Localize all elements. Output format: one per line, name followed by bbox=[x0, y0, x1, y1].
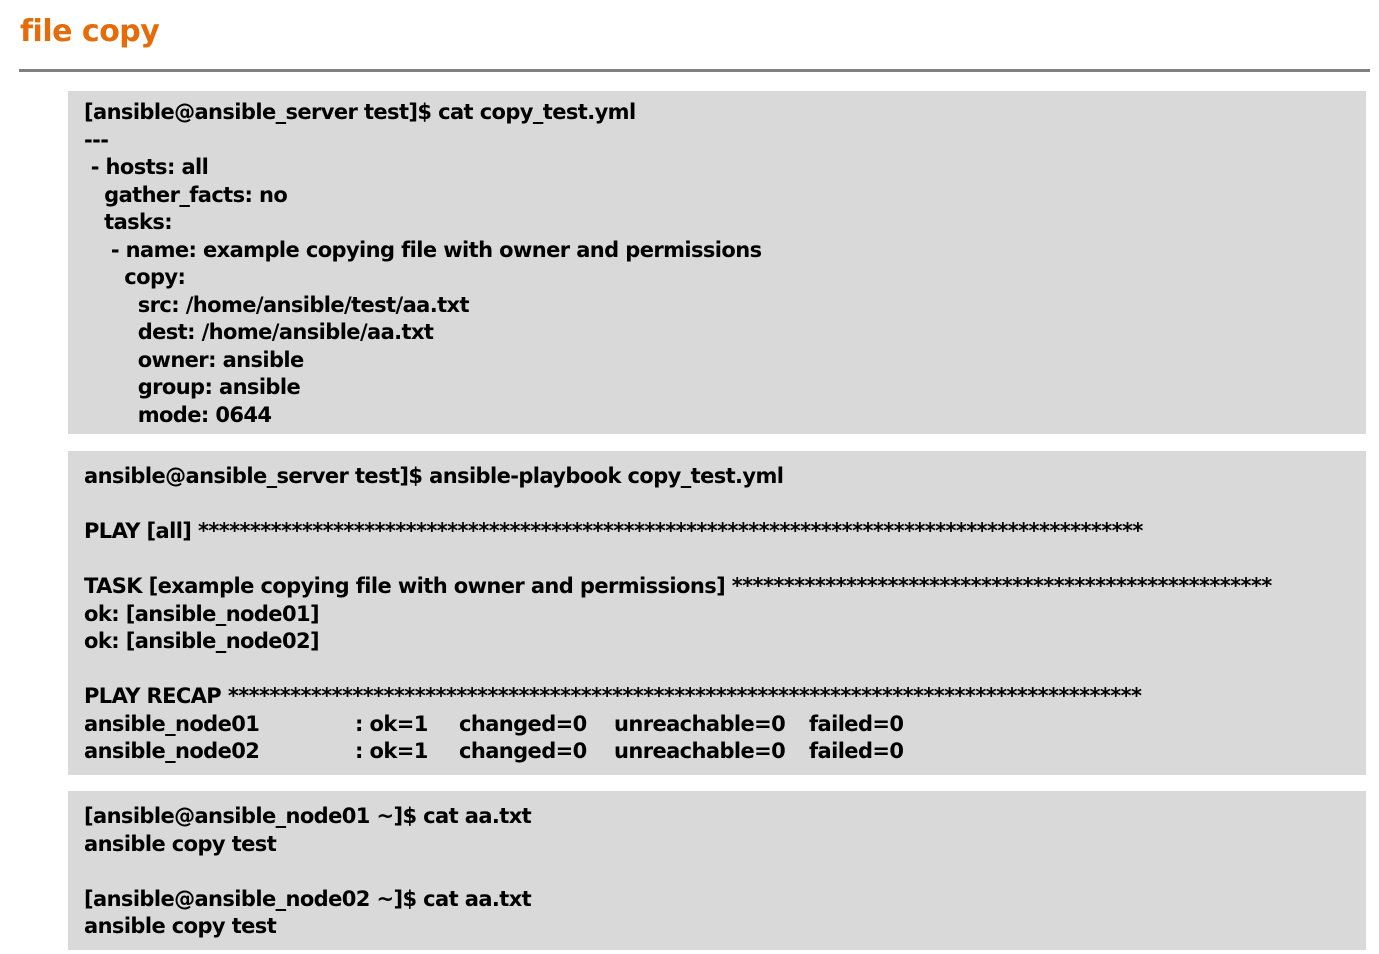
recap-host: ansible_node01 bbox=[84, 711, 260, 736]
code-line: [ansible@ansible_server test]$ cat copy_test.yml bbox=[84, 100, 636, 124]
code-line: ansible copy test bbox=[84, 831, 277, 856]
code-line: ok: [ansible_node02] bbox=[84, 629, 319, 653]
recap-changed: changed=0 bbox=[459, 711, 587, 736]
code-line: copy: bbox=[84, 265, 186, 289]
code-line: tasks: bbox=[84, 210, 173, 234]
recap-ok: : ok=1 bbox=[355, 739, 428, 763]
code-line bbox=[84, 656, 1358, 684]
code-line: TASK [example copying file with owner and permissions] **************************************************** bbox=[84, 574, 1272, 598]
cat-output-block bbox=[68, 791, 1366, 950]
code-line: [ansible@ansible_node01 ~]$ cat aa.txt bbox=[84, 804, 532, 828]
yaml-code-block bbox=[68, 91, 1366, 434]
code-line bbox=[84, 491, 1358, 519]
code-line: ansible copy test bbox=[84, 914, 277, 938]
recap-failed: failed=0 bbox=[809, 711, 904, 736]
code-line: group: ansible bbox=[84, 375, 301, 399]
playbook-output-block bbox=[68, 451, 1366, 775]
code-line bbox=[84, 546, 1358, 574]
recap-unreachable: unreachable=0 bbox=[614, 711, 786, 736]
code-line: ansible@ansible_server test]$ ansible-playbook copy_test.yml bbox=[84, 464, 784, 488]
code-line: src: /home/ansible/test/aa.txt bbox=[84, 292, 469, 317]
code-line: PLAY RECAP **************************************************************************************** bbox=[84, 684, 1142, 708]
code-line: PLAY [all] ******************************************************************************************* bbox=[84, 519, 1143, 543]
code-line: gather_facts: no bbox=[84, 182, 288, 207]
recap-ok: : ok=1 bbox=[355, 711, 428, 736]
recap-host: ansible_node02 bbox=[84, 739, 260, 763]
title-divider bbox=[19, 69, 1370, 72]
recap-row bbox=[84, 711, 1358, 739]
code-line: --- bbox=[84, 127, 109, 152]
page-title: file copy bbox=[20, 14, 160, 49]
code-line: ok: [ansible_node01] bbox=[84, 601, 319, 626]
recap-changed: changed=0 bbox=[459, 739, 587, 763]
code-line: mode: 0644 bbox=[84, 402, 272, 427]
code-line: [ansible@ansible_node02 ~]$ cat aa.txt bbox=[84, 886, 532, 911]
recap-failed: failed=0 bbox=[809, 739, 904, 763]
code-line bbox=[84, 858, 1358, 886]
recap-unreachable: unreachable=0 bbox=[614, 739, 786, 763]
code-line: - hosts: all bbox=[84, 155, 209, 179]
code-line: dest: /home/ansible/aa.txt bbox=[84, 320, 434, 344]
recap-row bbox=[84, 738, 1358, 766]
code-line: - name: example copying file with owner and permissions bbox=[84, 237, 762, 262]
code-line: owner: ansible bbox=[84, 347, 304, 372]
